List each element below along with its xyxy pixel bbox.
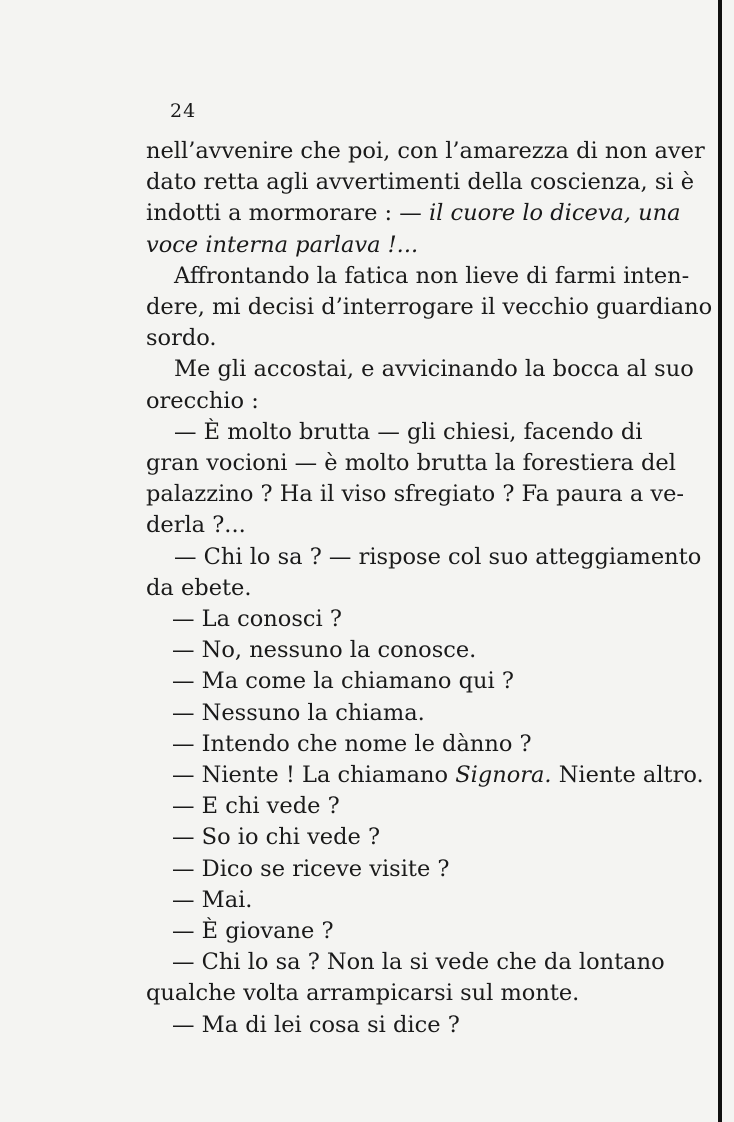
text-line — [146, 386, 622, 417]
line-text: — Ma di lei cosa si dice ? — [172, 1011, 460, 1038]
line-text: gran vocioni — è molto brutta la forestiera del — [146, 450, 676, 477]
line-text: qualche volta arrampicarsi sul monte. — [146, 980, 580, 1007]
line-text: — Dico se riceve visite ? — [172, 855, 450, 882]
text-line — [146, 698, 622, 729]
text-line — [146, 261, 690, 292]
line-text: — E chi vede ? — [172, 793, 340, 820]
line-text: Affrontando la fatica non lieve di farmi inten- — [174, 262, 690, 289]
line-text: nell’avvenire che poi, con l’amarezza di non aver — [146, 138, 705, 164]
line-tail: Niente altro. — [551, 762, 704, 789]
text-line — [146, 448, 676, 479]
text-line — [146, 604, 622, 635]
text-line — [146, 729, 622, 760]
line-text: — È molto brutta — gli chiesi, facendo di — [174, 418, 643, 445]
text-line — [146, 323, 622, 354]
text-line — [146, 978, 622, 1009]
text-line — [146, 510, 622, 541]
line-text: — La conosci ? — [172, 606, 342, 633]
text-line — [146, 292, 713, 323]
text-line — [146, 822, 622, 853]
text-line — [146, 791, 622, 822]
text-line — [146, 198, 681, 229]
text-line — [146, 854, 622, 885]
text-line — [146, 479, 685, 510]
line-text: palazzino ? Ha il viso sfregiato ? Fa paura a ve- — [146, 481, 685, 508]
page-number: 24 — [170, 100, 197, 122]
line-text: Me gli accostai, e avvicinando la bocca al suo — [174, 356, 694, 383]
page-edge-line — [718, 0, 722, 1122]
text-line — [146, 635, 622, 666]
italic-text: Signora. — [455, 762, 552, 789]
body-text — [146, 136, 713, 1041]
text-line — [146, 916, 622, 947]
text-line — [146, 136, 705, 167]
text-line — [146, 947, 665, 978]
text-line — [146, 167, 695, 198]
line-text: dere, mi decisi d’interrogare il vecchio guardiano — [146, 294, 713, 321]
text-line — [146, 666, 622, 697]
line-text: — No, nessuno la conosce. — [172, 637, 477, 664]
text-line — [146, 417, 643, 448]
italic-text: voce interna parlava !... — [146, 231, 419, 258]
text-line — [146, 542, 702, 573]
text-line — [146, 230, 622, 261]
line-text: dato retta agli avvertimenti della coscienza, si è — [146, 169, 695, 196]
text-line — [146, 885, 622, 916]
text-line — [146, 1010, 622, 1041]
line-text: — È giovane ? — [172, 918, 334, 945]
text-line — [146, 354, 694, 385]
line-text: derla ?... — [146, 512, 246, 539]
italic-text: il cuore lo diceva, una — [428, 200, 681, 227]
line-text: — Chi lo sa ? Non la si vede che da lontano — [172, 949, 665, 976]
text-line — [146, 760, 704, 791]
line-text: — Niente ! La chiamano — [172, 762, 456, 789]
line-text: — Nessuno la chiama. — [172, 699, 425, 726]
line-text: — Intendo che nome le dànno ? — [172, 730, 532, 757]
line-text: orecchio : — [146, 387, 259, 414]
line-text: — Ma come la chiamano qui ? — [172, 668, 514, 695]
line-text: — So io chi vede ? — [172, 824, 381, 851]
line-text: da ebete. — [146, 574, 252, 601]
line-text: — Mai. — [172, 886, 253, 913]
line-text: indotti a mormorare : — — [146, 200, 429, 227]
line-text: sordo. — [146, 325, 217, 352]
text-line — [146, 573, 622, 604]
line-text: — Chi lo sa ? — rispose col suo atteggiamento — [174, 543, 702, 570]
